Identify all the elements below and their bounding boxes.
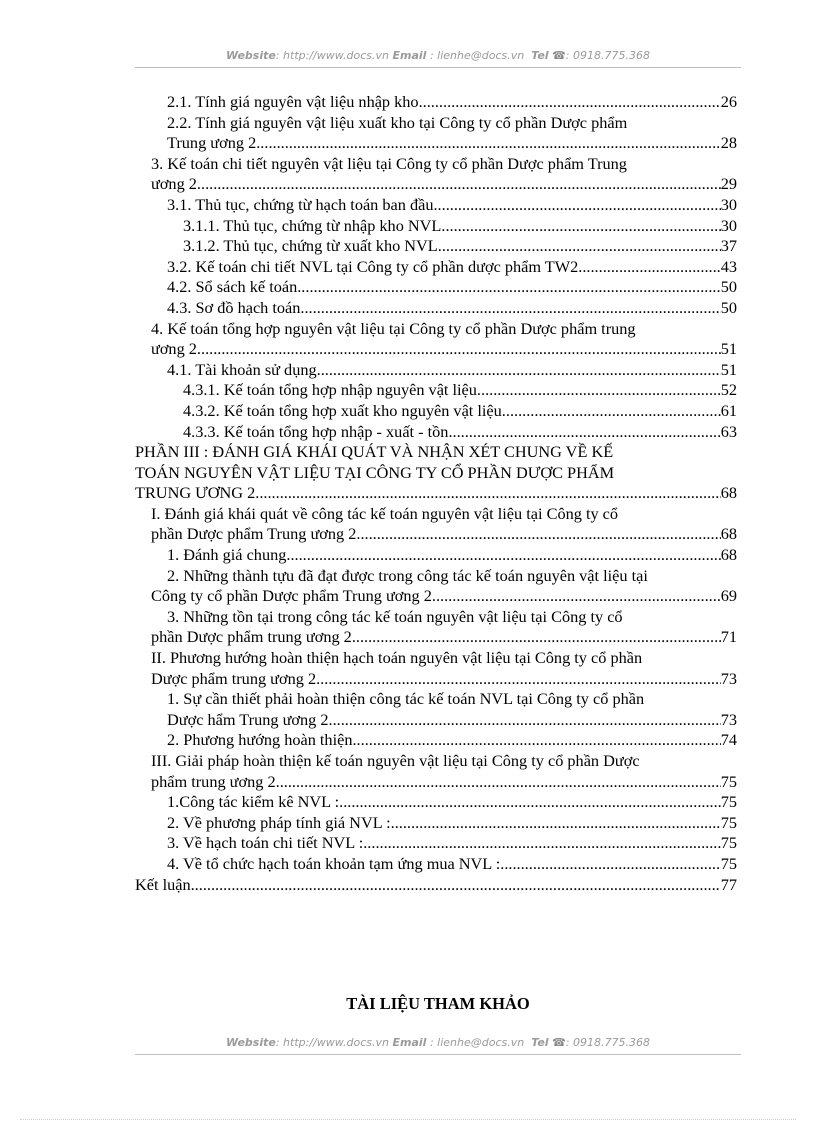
- toc-line: [135, 298, 737, 319]
- toc-page-number: 51: [720, 339, 737, 359]
- toc-line: [135, 463, 737, 484]
- footer-email-value: : lienhe@docs.vn: [429, 1036, 525, 1049]
- toc-line: [135, 319, 737, 340]
- toc-entry-text: 2.2. Tính giá nguyên vật liệu xuất kho tại Công ty cổ phần Dược phẩm: [167, 112, 628, 132]
- toc-dot-leader: [201, 339, 721, 360]
- toc-page-number: 75: [720, 853, 737, 873]
- page-footer: [135, 1036, 741, 1049]
- toc-entry: [135, 854, 737, 875]
- footer-telephone-icon: ☎: [552, 1036, 566, 1049]
- toc-entry-text: ương 2.: [151, 339, 201, 359]
- toc-dot-leader: [280, 772, 721, 793]
- toc-entry-text: 2.1. Tính giá nguyên vật liệu nhập kho.: [167, 92, 423, 111]
- toc-page-number: 75: [720, 792, 737, 812]
- toc-page-number: 73: [720, 709, 737, 729]
- page-bottom-dotted-border: [20, 1119, 796, 1120]
- toc-line: [135, 854, 737, 875]
- toc-entry-text: 4.3.3. Kế toán tổng hợp nhập - xuất - tồn.: [183, 421, 453, 441]
- toc-entry-text: ương 2.: [151, 174, 201, 194]
- toc-dot-leader: [304, 298, 720, 319]
- toc-entry-text: 3. Những tồn tại trong công tác kế toán nguyên vật liệu tại Công ty cổ: [167, 606, 623, 626]
- toc-entry-text: 4.3.2. Kế toán tổng hợp xuất kho nguyên vật liệu.: [183, 400, 506, 420]
- toc-line: [135, 813, 737, 834]
- toc-page-number: 29: [720, 174, 737, 194]
- toc-line: [135, 339, 737, 360]
- header-rule: [135, 67, 741, 68]
- toc-line: [135, 710, 737, 731]
- toc-entry-text: 1. Sự cần thiết phải hoàn thiện công tác kế toán NVL tại Công ty cổ phần: [167, 689, 645, 709]
- toc-entry-text: 4. Kế toán tổng hợp nguyên vật liệu tại Công ty cổ phần Dược phẩm trung: [151, 318, 636, 338]
- toc-line: [135, 133, 737, 154]
- toc-entry-text: phẩm trung ương 2.: [151, 771, 280, 791]
- toc-entry-text: 4.1. Tài khoản sử dụng.: [167, 359, 321, 379]
- toc-dot-leader: [356, 627, 721, 648]
- toc-entry-text: II. Phương hướng hoàn thiện hạch toán nguyên vật liệu tại Công ty cổ phần: [151, 648, 643, 668]
- toc-entry: [135, 833, 737, 854]
- toc-dot-leader: [360, 524, 720, 545]
- toc-entry: [135, 689, 737, 730]
- toc-page-number: 50: [720, 277, 737, 297]
- toc-dot-leader: [506, 401, 721, 422]
- toc-line: [135, 195, 737, 216]
- toc-line: [135, 648, 737, 669]
- toc-line: [135, 154, 737, 175]
- toc-entry-text: 2. Những thành tựu đã đạt được trong công tác kế toán nguyên vật liệu tại: [167, 565, 648, 585]
- toc-dot-leader: [423, 92, 721, 113]
- toc-entry: [135, 277, 737, 298]
- toc-page-number: 26: [720, 92, 737, 111]
- toc-page-number: 75: [720, 833, 737, 853]
- telephone-icon: ☎: [552, 49, 566, 62]
- toc-entry: [135, 401, 737, 422]
- toc-entry: [135, 257, 737, 278]
- toc-line: [135, 627, 737, 648]
- toc-entry-text: 3.2. Kế toán chi tiết NVL tại Công ty cổ phần dược phẩm TW2: [167, 256, 579, 276]
- toc-entry: [135, 216, 737, 237]
- toc-entry: [135, 442, 737, 504]
- toc-entry-text: TRUNG ƯƠNG 2..: [135, 483, 264, 503]
- toc-dot-leader: [191, 875, 721, 896]
- footer-tel-value: : 0918.775.368: [565, 1036, 650, 1049]
- toc-page-number: 28: [720, 133, 737, 153]
- toc-line: [135, 772, 737, 793]
- toc-entry-text: 2. Về phương pháp tính giá NVL :: [167, 812, 391, 832]
- toc-page-number: 75: [720, 812, 737, 832]
- toc-entry: [135, 92, 737, 113]
- footer-website-label: Website: [226, 1036, 276, 1049]
- toc-entry-text: 1. Đánh giá chung: [167, 545, 287, 565]
- toc-entry-text: 4.3.1. Kế toán tổng hợp nhập nguyên vật liệu.: [183, 380, 481, 400]
- toc-page-number: 77: [720, 874, 737, 894]
- toc-line: [135, 483, 737, 504]
- toc-entry: [135, 298, 737, 319]
- toc-dot-leader: [363, 833, 720, 854]
- toc-entry-text: Công ty cổ phần Dược phẩm Trung ương 2.: [151, 586, 436, 606]
- toc-dot-leader: [320, 669, 721, 690]
- toc-entry: [135, 319, 737, 360]
- toc-page-number: 68: [720, 483, 737, 503]
- toc-line: [135, 401, 737, 422]
- toc-entry-text: 3.1.1. Thủ tục, chứng từ nhập kho NVL.: [183, 215, 446, 235]
- toc-entry: [135, 566, 737, 607]
- toc-line: [135, 504, 737, 525]
- toc-dot-leader: [301, 277, 720, 298]
- toc-page-number: 69: [720, 586, 737, 606]
- email-value: : lienhe@docs.vn: [429, 49, 525, 62]
- toc-entry-text: 1.Công tác kiểm kê NVL :: [167, 792, 340, 812]
- toc-line: [135, 216, 737, 237]
- footer-email-label: Email: [392, 1036, 427, 1049]
- toc-entry-text: 4.2. Sổ sách kế toán.: [167, 277, 302, 297]
- toc-dot-leader: [333, 710, 721, 731]
- toc-page-number: 43: [720, 256, 737, 276]
- toc-line: [135, 566, 737, 587]
- toc-entry-text: TOÁN NGUYÊN VẬT LIỆU TẠI CÔNG TY CỔ PHẦN DƯỢC PHẨM: [135, 462, 615, 482]
- toc-line: [135, 875, 737, 896]
- toc-page-number: 68: [720, 545, 737, 565]
- toc-dot-leader: [201, 174, 721, 195]
- toc-page-number: 30: [720, 194, 737, 214]
- toc-entry: [135, 154, 737, 195]
- website-label: Website: [226, 49, 276, 62]
- toc-line: [135, 524, 737, 545]
- toc-dot-leader: [500, 854, 720, 875]
- toc-line: [135, 277, 737, 298]
- toc-page-number: 63: [720, 421, 737, 441]
- toc-entry: [135, 195, 737, 216]
- toc-dot-leader: [433, 195, 720, 216]
- toc-entry: [135, 751, 737, 792]
- toc-page-number: 71: [720, 627, 737, 647]
- toc-page-number: 61: [720, 400, 737, 420]
- toc-page-number: 74: [720, 730, 737, 750]
- toc-entry: [135, 648, 737, 689]
- toc-dot-leader: [263, 483, 720, 504]
- toc-entry-text: 3. Kế toán chi tiết nguyên vật liệu tại Công ty cổ phần Dược phẩm Trung: [151, 153, 627, 173]
- toc-entry-text: 4.3. Sơ đồ hạch toán.: [167, 297, 305, 317]
- toc-dot-leader: [260, 133, 720, 154]
- toc-line: [135, 730, 737, 751]
- toc-entry-text: III. Giải pháp hoàn thiện kế toán nguyên vật liệu tại Công ty cổ phần Dược: [151, 751, 640, 770]
- toc-dot-leader: [442, 236, 721, 257]
- footer-website-value: : http://www.docs.vn: [275, 1036, 390, 1049]
- footer-rule: [135, 1054, 741, 1055]
- toc-entry-text: Kết luận: [135, 874, 191, 894]
- toc-entry-text: 4. Về tổ chức hạch toán khoản tạm ứng mua NVL :: [167, 853, 501, 873]
- toc-page-number: 73: [720, 668, 737, 688]
- toc-entry-text: 3.1. Thủ tục, chứng từ hạch toán ban đầu: [167, 194, 434, 214]
- toc-entry: [135, 730, 737, 751]
- toc-entry: [135, 113, 737, 154]
- toc-line: [135, 236, 737, 257]
- toc-line: [135, 257, 737, 278]
- toc-entry-text: phần Dược phẩm Trung ương 2.: [151, 524, 361, 544]
- toc-page-number: 75: [720, 771, 737, 791]
- toc-dot-leader: [578, 257, 720, 278]
- toc-line: [135, 833, 737, 854]
- toc-line: [135, 113, 737, 134]
- toc-entry: [135, 875, 737, 896]
- toc-entry: [135, 380, 737, 401]
- toc-entry-text: I. Đánh giá khái quát về công tác kế toán nguyên vật liệu tại Công ty cổ: [151, 503, 619, 523]
- toc-line: [135, 442, 737, 463]
- toc-dot-leader: [453, 422, 721, 443]
- toc-dot-leader: [357, 730, 721, 751]
- toc-entry: [135, 360, 737, 381]
- toc-page-number: 51: [720, 359, 737, 379]
- toc-line: [135, 380, 737, 401]
- toc-entry: [135, 236, 737, 257]
- toc-line: [135, 669, 737, 690]
- toc-entry-text: Dược hẩm Trung ương 2.: [167, 709, 333, 729]
- toc-entry: [135, 792, 737, 813]
- toc-line: [135, 689, 737, 710]
- toc-entry-text: Trung ương 2.: [167, 133, 261, 153]
- toc-line: [135, 586, 737, 607]
- references-title: TÀI LIỆU THAM KHẢO: [346, 994, 530, 1013]
- toc-entry-text: PHẦN III : ĐÁNH GIÁ KHÁI QUÁT VÀ NHẬN XÉT CHUNG VỀ KẾ: [135, 442, 614, 462]
- tel-label: Tel: [531, 49, 549, 62]
- toc-entry: [135, 422, 737, 443]
- table-of-contents: [135, 92, 737, 895]
- toc-entry: [135, 545, 737, 566]
- toc-dot-leader: [436, 586, 721, 607]
- toc-page-number: 50: [720, 297, 737, 317]
- tel-value: : 0918.775.368: [565, 49, 650, 62]
- toc-page-number: 37: [720, 236, 737, 256]
- toc-entry-text: 3.1.2. Thủ tục, chứng từ xuất kho NVL.: [183, 236, 442, 256]
- toc-dot-leader: [321, 360, 721, 381]
- toc-entry-text: 3. Về hạch toán chi tiết NVL :: [167, 833, 364, 853]
- toc-line: [135, 545, 737, 566]
- website-value: : http://www.docs.vn: [275, 49, 390, 62]
- toc-entry: [135, 813, 737, 834]
- toc-dot-leader: [339, 792, 721, 813]
- page-header: [135, 49, 741, 62]
- toc-entry-text: Dược phẩm trung ương 2.: [151, 668, 321, 688]
- toc-page-number: 52: [720, 380, 737, 400]
- email-label: Email: [392, 49, 427, 62]
- toc-entry-text: phần Dược phẩm trung ương 2.: [151, 627, 356, 647]
- toc-dot-leader: [481, 380, 721, 401]
- toc-dot-leader: [286, 545, 720, 566]
- toc-line: [135, 92, 737, 113]
- toc-dot-leader: [445, 216, 720, 237]
- toc-line: [135, 422, 737, 443]
- toc-page-number: 68: [720, 524, 737, 544]
- footer-tel-label: Tel: [531, 1036, 549, 1049]
- toc-line: [135, 792, 737, 813]
- toc-entry: [135, 504, 737, 545]
- toc-line: [135, 360, 737, 381]
- toc-entry-text: 2. Phương hướng hoàn thiện.: [167, 730, 357, 750]
- toc-line: [135, 751, 737, 772]
- toc-dot-leader: [391, 813, 721, 834]
- toc-page-number: 30: [720, 215, 737, 235]
- toc-entry: [135, 607, 737, 648]
- toc-line: [135, 174, 737, 195]
- toc-line: [135, 607, 737, 628]
